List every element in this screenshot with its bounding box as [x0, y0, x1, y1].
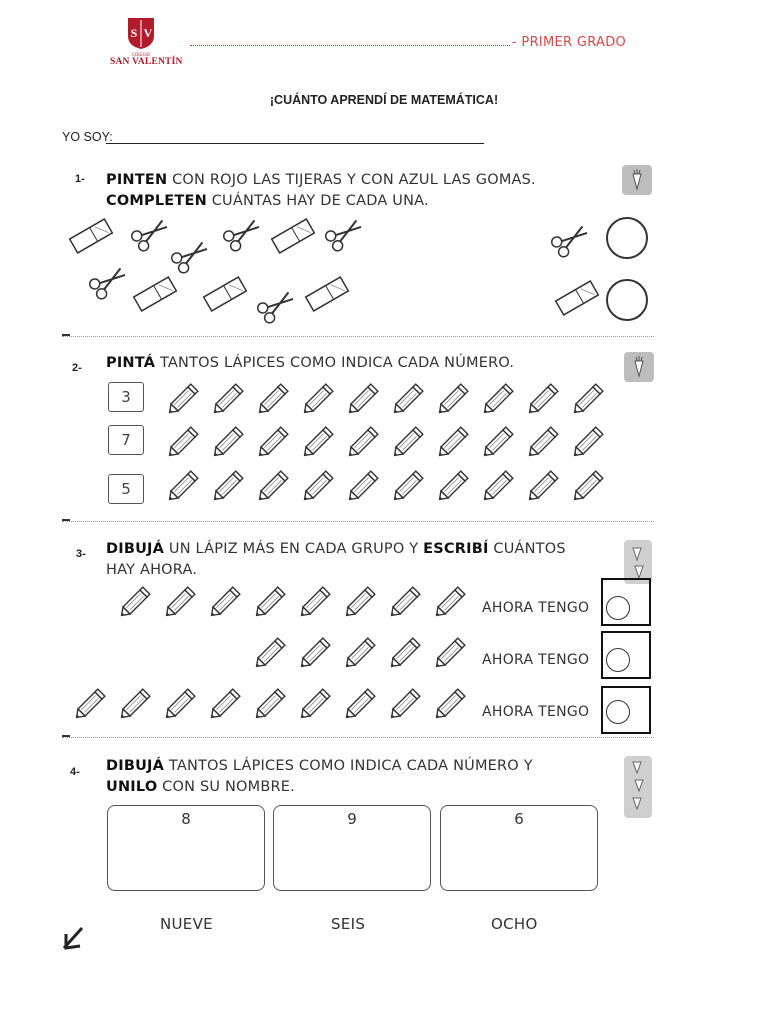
pencil-icon	[298, 422, 338, 462]
name-label: YO SOY:	[62, 130, 113, 144]
pencil-icon	[298, 466, 338, 506]
separator-mark	[62, 334, 70, 336]
ex2-number-box: 3	[108, 382, 144, 412]
ex3-text-3: HAY AHORA.	[106, 562, 198, 578]
school-logo	[110, 16, 183, 67]
ex4-text-2: CON SU NOMBRE.	[157, 779, 295, 795]
separator	[62, 521, 654, 522]
ex1-text-2: CUÁNTAS HAY DE CADA UNA.	[206, 193, 429, 209]
ex2-number-box: 5	[108, 474, 144, 504]
ex3-bold-1: DIBUJÁ	[106, 541, 165, 557]
leaf-corner-icon	[62, 918, 86, 950]
ex3-text-1: UN LÁPIZ MÁS EN CADA GRUPO Y	[164, 541, 424, 557]
ex1-bold-2: COMPLETEN	[106, 193, 207, 209]
ex2-instructions	[106, 353, 514, 374]
scissors-icon	[168, 234, 212, 278]
pencil-icon	[433, 466, 473, 506]
ex2-number: 2-	[72, 362, 82, 374]
ex4-instructions	[106, 756, 533, 798]
pencil-icon	[433, 379, 473, 419]
pencil-icon	[70, 684, 110, 724]
ex1-instructions	[106, 170, 536, 212]
drawing-box-number: 6	[514, 810, 524, 828]
scissors-icon	[128, 212, 172, 256]
pencil-icon	[388, 422, 428, 462]
pencil-icon	[385, 633, 425, 673]
answer-circle	[606, 648, 630, 672]
pencil-icon	[388, 466, 428, 506]
pencil-icon	[478, 466, 518, 506]
pencil-icon	[568, 466, 608, 506]
ahora-tengo-label: AHORA TENGO	[482, 600, 590, 616]
erasers-count-circle[interactable]	[606, 279, 648, 321]
carrot-badge-icon	[624, 756, 652, 818]
pencil-icon	[208, 466, 248, 506]
pencil-icon	[253, 466, 293, 506]
grade-label: - PRIMER GRADO	[512, 35, 627, 50]
pencil-icon	[568, 379, 608, 419]
pencil-icon	[298, 379, 338, 419]
number-word: NUEVE	[160, 915, 213, 933]
svg-text:S: S	[130, 26, 138, 40]
pencil-icon	[295, 633, 335, 673]
pencil-icon	[253, 422, 293, 462]
pencil-icon	[115, 582, 155, 622]
pencil-icon	[523, 422, 563, 462]
ex4-text-1: TANTOS LÁPICES COMO INDICA CADA NÚMERO Y	[164, 758, 533, 774]
ahora-tengo-label: AHORA TENGO	[482, 704, 590, 720]
ex3-number: 3-	[76, 548, 86, 560]
pencil-icon	[160, 582, 200, 622]
svg-text:V: V	[143, 26, 153, 40]
logo-small-text: COLEGIO	[131, 52, 151, 57]
pencil-icon	[163, 379, 203, 419]
pencil-icon	[343, 422, 383, 462]
ex2-number-box: 7	[108, 425, 144, 455]
pencil-icon	[205, 582, 245, 622]
pencil-icon	[208, 422, 248, 462]
pencil-icon	[295, 684, 335, 724]
pencil-icon	[343, 466, 383, 506]
separator	[62, 737, 654, 738]
pencil-icon	[250, 684, 290, 724]
pencil-icon	[478, 422, 518, 462]
drawing-box-number: 8	[181, 810, 191, 828]
ex1-bold-1: PINTEN	[106, 172, 168, 188]
pencil-icon	[295, 582, 335, 622]
separator	[62, 336, 654, 337]
ex4-bold-2: UNILO	[106, 779, 158, 795]
pencil-icon	[340, 633, 380, 673]
drawing-box[interactable]	[440, 805, 598, 891]
pencil-icon	[433, 422, 473, 462]
pencil-icon	[160, 684, 200, 724]
ex4-number: 4-	[70, 766, 80, 778]
pencil-icon	[385, 684, 425, 724]
separator-mark	[62, 519, 70, 521]
drawing-box[interactable]	[107, 805, 265, 891]
pencil-icon	[385, 582, 425, 622]
scissors-icon	[220, 212, 264, 256]
pencil-icon	[253, 379, 293, 419]
school-name: SAN VALENTÍN	[110, 57, 183, 67]
eraser-icon	[302, 272, 352, 316]
pencil-icon	[115, 684, 155, 724]
scissors-icon	[86, 260, 130, 304]
ex2-bold: PINTÁ	[106, 355, 156, 371]
school-shield-icon	[126, 16, 156, 50]
ex3-instructions	[106, 539, 566, 581]
ex1-text-1: CON ROJO LAS TIJERAS Y CON AZUL LAS GOMAS.	[167, 172, 536, 188]
carrot-badge-icon	[622, 165, 652, 195]
ahora-tengo-label: AHORA TENGO	[482, 652, 590, 668]
scissors-icon	[322, 212, 366, 256]
pencil-icon	[163, 466, 203, 506]
pencil-icon	[343, 379, 383, 419]
eraser-icon	[552, 276, 602, 320]
scissors-icon	[548, 218, 592, 262]
pencil-icon	[250, 633, 290, 673]
carrot-badge-icon	[624, 352, 654, 382]
pencil-icon	[250, 582, 290, 622]
answer-circle	[606, 596, 630, 620]
pencil-icon	[388, 379, 428, 419]
pencil-icon	[430, 684, 470, 724]
drawing-box-number: 9	[347, 810, 357, 828]
pencil-icon	[340, 684, 380, 724]
pencil-icon	[205, 684, 245, 724]
ex1-number: 1-	[75, 173, 85, 185]
ex4-bold-1: DIBUJÁ	[106, 758, 165, 774]
pencil-icon	[340, 582, 380, 622]
pencil-icon	[523, 466, 563, 506]
pencil-icon	[523, 379, 563, 419]
scissors-count-circle[interactable]	[606, 217, 648, 259]
eraser-icon	[66, 214, 116, 258]
eraser-icon	[200, 272, 250, 316]
name-line	[106, 143, 484, 144]
page-title: ¡CUÁNTO APRENDÍ DE MATEMÁTICA!	[269, 93, 499, 107]
ex3-bold-2: ESCRIBÍ	[423, 541, 489, 557]
eraser-icon	[268, 214, 318, 258]
ex2-text: TANTOS LÁPICES COMO INDICA CADA NÚMERO.	[155, 355, 515, 371]
pencil-icon	[478, 379, 518, 419]
pencil-icon	[163, 422, 203, 462]
drawing-box[interactable]	[273, 805, 431, 891]
pencil-icon	[208, 379, 248, 419]
ex3-text-2: CUÁNTOS	[488, 541, 566, 557]
pencil-icon	[430, 582, 470, 622]
pencil-icon	[568, 422, 608, 462]
eraser-icon	[130, 272, 180, 316]
number-word: SEIS	[331, 915, 366, 933]
grade-dotted-line	[190, 45, 510, 46]
pencil-icon	[430, 633, 470, 673]
scissors-icon	[254, 284, 298, 328]
answer-circle	[606, 700, 630, 724]
number-word: OCHO	[491, 915, 538, 933]
separator-mark	[62, 735, 70, 737]
